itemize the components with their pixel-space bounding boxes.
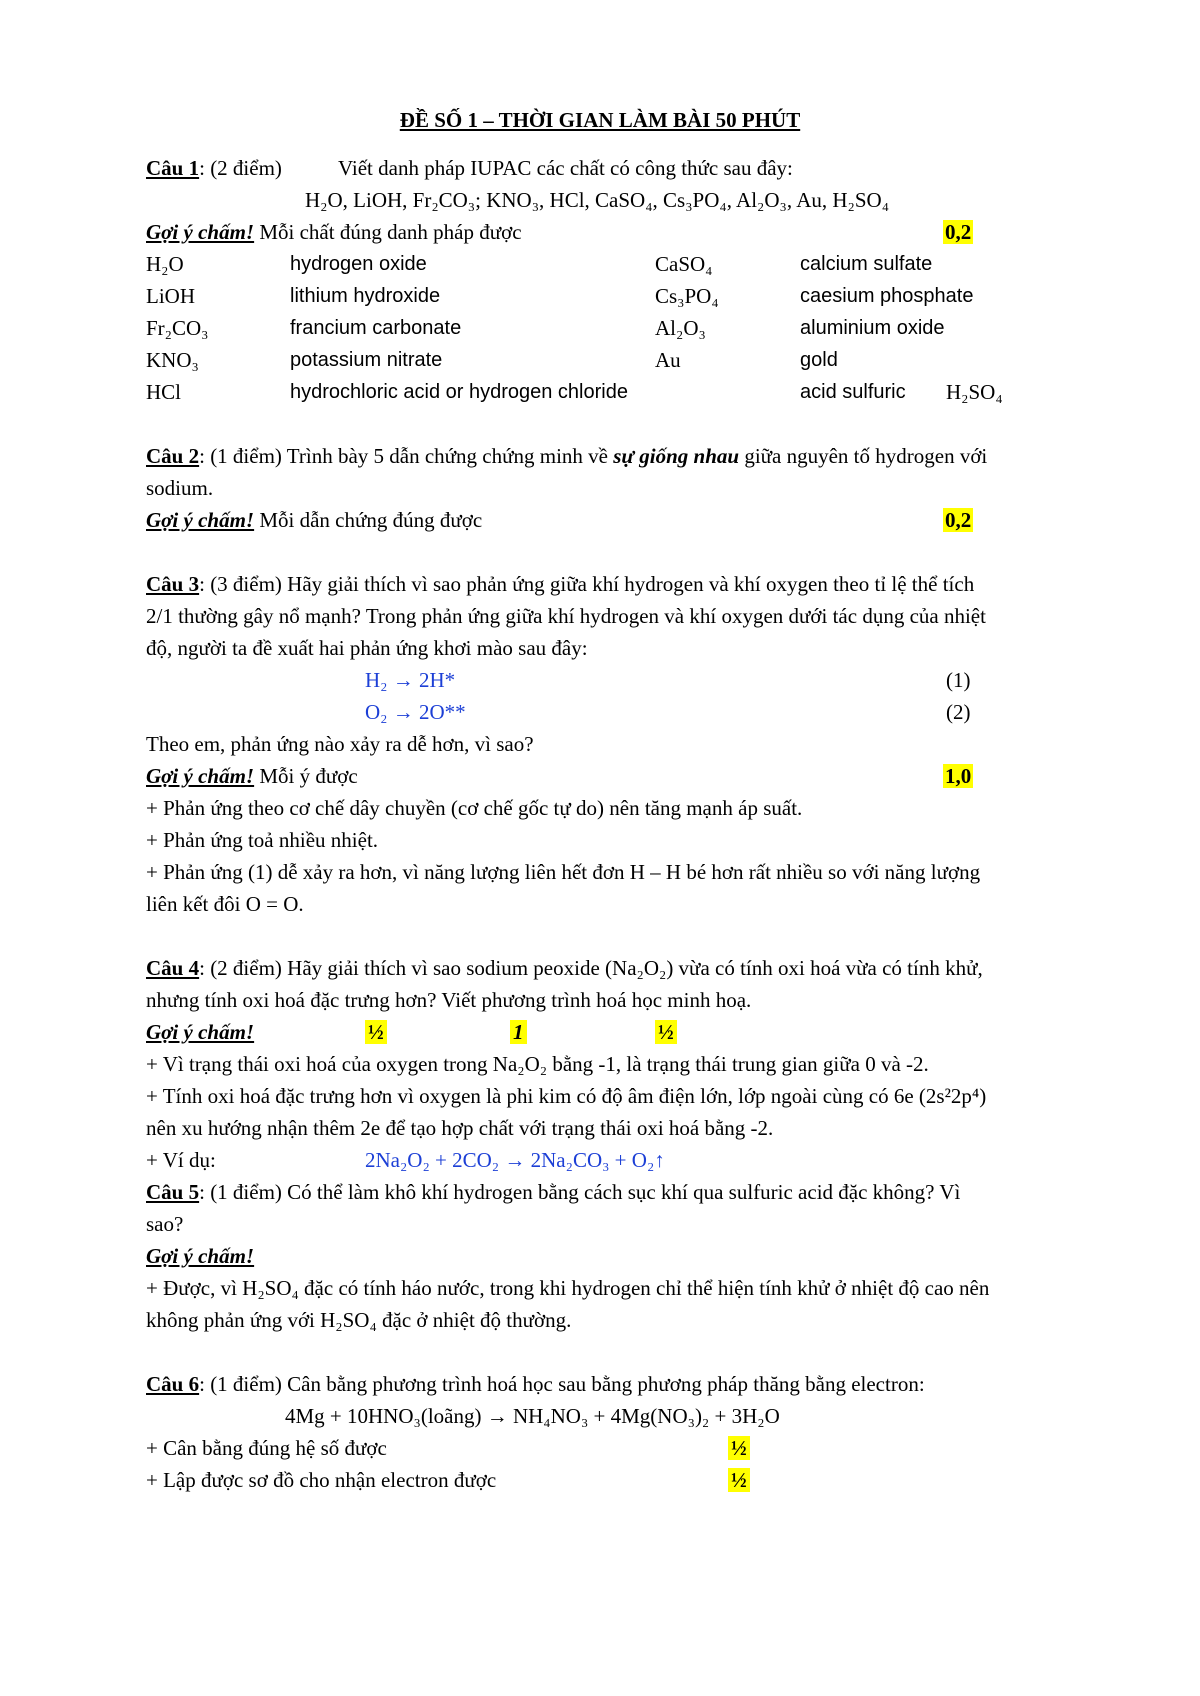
q4-label: Câu 4 <box>146 956 200 980</box>
q3-answer-2: + Phản ứng toả nhiều nhiệt. <box>146 828 379 852</box>
q4-line1 <box>146 954 983 982</box>
score-badge: ½ <box>728 1468 750 1492</box>
q4-example-equation: 2Na₂O₂ + 2CO₂ → 2Na₂CO₃ + O₂↑ <box>365 1148 665 1172</box>
q2-line2: sodium. <box>146 476 214 500</box>
q1-row-name: caesium phosphate <box>800 285 974 307</box>
q3-equation-1: H₂ → 2H* <box>365 668 456 692</box>
q3-line2: 2/1 thường gây nổ mạnh? Trong phản ứng giữa khí hydrogen và khí oxygen dưới tác dụng của nhiệt <box>146 604 986 628</box>
q3-line1-text: : (3 điểm) Hãy giải thích vì sao phản ứng giữa khí hydrogen và khí oxygen theo tỉ lệ thể tích <box>199 572 975 596</box>
q1-row-formula: Al₂O₃ <box>655 316 706 340</box>
q3-equation-2: O₂ → 2O** <box>365 700 466 724</box>
q4-answer-3: nên xu hướng nhận thêm 2e để tạo hợp chất với trạng thái oxi hoá bằng -2. <box>146 1116 774 1140</box>
q5-label: Câu 5 <box>146 1180 200 1204</box>
q4-line1-text: : (2 điểm) Hãy giải thích vì sao sodium peoxide (Na₂O₂) vừa có tính oxi hoá vừa có tính khử, <box>199 956 983 980</box>
q6-answer-1: + Cân bằng đúng hệ số được <box>146 1436 387 1460</box>
q6-score-2 <box>728 1466 750 1494</box>
q1-row-formula: LiOH <box>146 284 195 308</box>
q1-row-name: francium carbonate <box>290 317 462 339</box>
q2-text-b: giữa nguyên tố hydrogen với <box>739 444 988 468</box>
q4-answer-2: + Tính oxi hoá đặc trưng hơn vì oxygen là phi kim có độ âm điện lớn, lớp ngoài cùng có 6e (2s²2p⁴) <box>146 1084 987 1108</box>
q5-answer-2: không phản ứng với H₂SO₄ đặc ở nhiệt độ thường. <box>146 1308 572 1332</box>
q1-row-name: gold <box>800 349 838 371</box>
q1-row-name: calcium sulfate <box>800 253 933 275</box>
q6-line1-text: : (1 điểm) Cân bằng phương trình hoá học sau bằng phương pháp thăng bằng electron: <box>199 1372 925 1396</box>
q2-hint <box>146 506 482 534</box>
q5-line1 <box>146 1178 960 1206</box>
q4-hint <box>146 1018 254 1046</box>
q1-row-formula: KNO₃ <box>146 348 199 372</box>
q3-hint <box>146 762 358 790</box>
q6-label: Câu 6 <box>146 1372 200 1396</box>
q4-score-1 <box>365 1018 387 1046</box>
q1-row-name: acid sulfuric <box>800 381 906 403</box>
q5-hint <box>146 1242 254 1270</box>
q3-line1 <box>146 570 974 598</box>
q5-line2: sao? <box>146 1212 184 1236</box>
q2-line1 <box>146 442 987 470</box>
q2-score <box>943 506 973 534</box>
q3-score <box>943 762 973 790</box>
q1-label: Câu 1 <box>146 156 200 180</box>
q3-line3: độ, người ta đề xuất hai phản ứng khơi mào sau đây: <box>146 636 588 660</box>
q1-score <box>943 218 973 246</box>
q4-score-2 <box>510 1018 527 1046</box>
hint-label: Gợi ý chấm! <box>146 220 255 244</box>
q1-prompt: Viết danh pháp IUPAC các chất có công thức sau đây: <box>338 156 793 180</box>
q3-equation-1-number: (1) <box>946 668 971 692</box>
q1-row-formula: Cs₃PO₄ <box>655 284 719 308</box>
score-badge: 1,0 <box>945 764 972 788</box>
score-badge: 1 <box>510 1020 527 1044</box>
q1-row-name: hydrochloric acid or hydrogen chloride <box>290 381 628 403</box>
q1-row-name: hydrogen oxide <box>290 253 427 275</box>
q1-header <box>146 154 282 182</box>
q1-row-formula: Au <box>655 348 681 372</box>
q2-label: Câu 2 <box>146 444 200 468</box>
q5-answer-1: + Được, vì H₂SO₄ đặc có tính háo nước, trong khi hydrogen chỉ thể hiện tính khử ở nhiệt độ cao nên <box>146 1276 990 1300</box>
q1-points: : (2 điểm) <box>199 156 282 180</box>
q6-answer-2: + Lập được sơ đồ cho nhận electron được <box>146 1468 497 1492</box>
score-badge: 0,2 <box>945 508 972 532</box>
hint-label: Gợi ý chấm! <box>146 764 255 788</box>
hint-label: Gợi ý chấm! <box>146 508 255 532</box>
q3-label: Câu 3 <box>146 572 200 596</box>
q5-line1-text: : (1 điểm) Có thể làm khô khí hydrogen bằng cách sục khí qua sulfuric acid đặc không? Vì <box>199 1180 961 1204</box>
q1-row-name: aluminium oxide <box>800 317 945 339</box>
q6-score-1 <box>728 1434 750 1462</box>
q4-score-3 <box>655 1018 677 1046</box>
score-badge: 0,2 <box>945 220 972 244</box>
q1-hint <box>146 218 522 246</box>
q1-row-formula: HCl <box>146 380 182 404</box>
q2-hint-text: Mỗi dẫn chứng đúng được <box>254 508 483 532</box>
q6-equation: 4Mg + 10HNO₃(loãng) → NH₄NO₃ + 4Mg(NO₃)₂ + 3H₂O <box>285 1404 780 1428</box>
score-badge: ½ <box>655 1020 677 1044</box>
q1-row-name: lithium hydroxide <box>290 285 441 307</box>
q3-answer-1: + Phản ứng theo cơ chế dây chuyền (cơ chế gốc tự do) nên tăng mạnh áp suất. <box>146 796 803 820</box>
q3-answer-3b: liên kết đôi O = O. <box>146 892 304 916</box>
q4-example-label: + Ví dụ: <box>146 1148 216 1172</box>
q4-answer-1: + Vì trạng thái oxi hoá của oxygen trong Na₂O₂ bằng -1, là trạng thái trung gian giữa 0 và -2. <box>146 1052 929 1076</box>
q3-question: Theo em, phản ứng nào xảy ra dễ hơn, vì sao? <box>146 732 534 756</box>
score-badge: ½ <box>728 1436 750 1460</box>
q1-row-name: potassium nitrate <box>290 349 443 371</box>
q3-equation-2-number: (2) <box>946 700 971 724</box>
page-title: ĐỀ SỐ 1 – THỜI GIAN LÀM BÀI 50 PHÚT <box>399 108 801 132</box>
q1-hint-text: Mỗi chất đúng danh pháp được <box>254 220 522 244</box>
q3-answer-3a: + Phản ứng (1) dễ xảy ra hơn, vì năng lượng liên hết đơn H – H bé hơn rất nhiều so với năng lượng <box>146 860 981 884</box>
q1-row-formula: H₂O <box>146 252 184 276</box>
q6-line1 <box>146 1370 925 1398</box>
hint-label: Gợi ý chấm! <box>146 1020 255 1044</box>
q1-formulas: H₂O, LiOH, Fr₂CO₃; KNO₃, HCl, CaSO₄, Cs₃PO₄, Al₂O₃, Au, H₂SO₄ <box>305 188 890 212</box>
q1-row-formula: Fr₂CO₃ <box>146 316 209 340</box>
q2-emphasis: sự giống nhau <box>613 444 740 468</box>
q3-hint-text: Mỗi ý được <box>254 764 358 788</box>
q1-row-formula: CaSO₄ <box>655 252 713 276</box>
score-badge: ½ <box>365 1020 387 1044</box>
q1-row-formula: H₂SO₄ <box>946 380 1003 404</box>
hint-label: Gợi ý chấm! <box>146 1244 255 1268</box>
q2-text-a: : (1 điểm) Trình bày 5 dẫn chứng chứng minh về <box>199 444 614 468</box>
q4-line2: nhưng tính oxi hoá đặc trưng hơn? Viết phương trình hoá học minh hoạ. <box>146 988 752 1012</box>
